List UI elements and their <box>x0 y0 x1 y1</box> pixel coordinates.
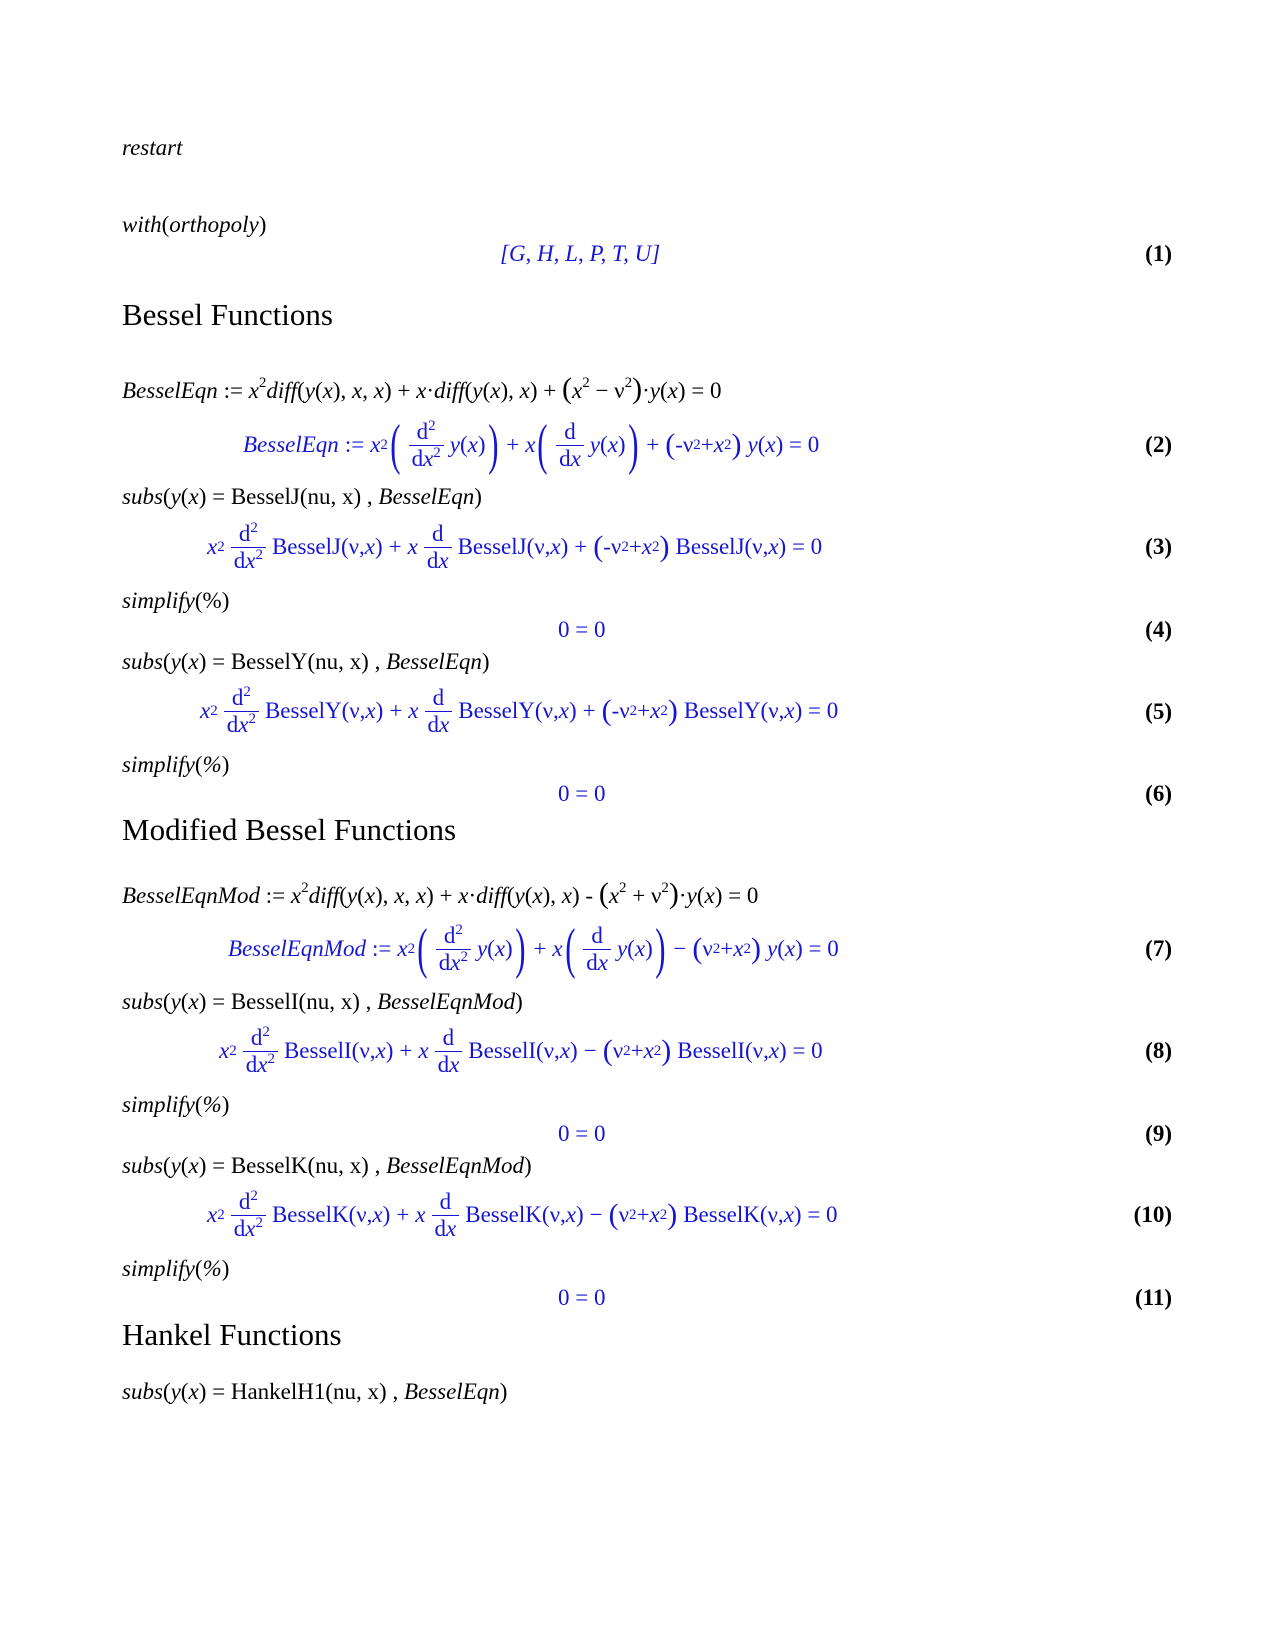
input-simplify-3[interactable]: simplify(%) <box>122 1092 230 1117</box>
equation-label-2: (2) <box>1145 432 1172 457</box>
equation-label-9: (9) <box>1145 1121 1172 1146</box>
output-zero-eq-9: 0 = 0 <box>558 1121 606 1146</box>
second-derivative-operator: $\frac{d^2}{dx^2}$ <box>409 419 444 472</box>
section-heading-hankel: Hankel Functions <box>122 1317 342 1352</box>
equation-label-1: (1) <box>1145 241 1172 266</box>
input-subs-besselj[interactable]: subs(y(x) = BesselJ(nu, x) , BesselEqn) <box>122 484 482 509</box>
output-besselj-substituted: x 2 $\frac{d^2}{dx^2}$ BesselJ (ν, x ) + x $\frac{d}{dx}$ BesselJ (ν, x ) + ( -ν 2 + x 2 ) BesselJ (ν, x ) = 0 <box>207 519 823 573</box>
subs-target: BesselEqn <box>378 484 475 509</box>
subs-value: BesselJ(nu, x) <box>230 484 362 509</box>
equation-label-4: (4) <box>1145 617 1172 642</box>
input-with-orthopoly[interactable]: with(orthopoly) <box>122 212 267 237</box>
section-heading-bessel: Bessel Functions <box>122 297 333 332</box>
equation-label-5: (5) <box>1145 699 1172 724</box>
input-simplify-1[interactable]: simplify(%) <box>122 588 230 613</box>
output-zero-eq-11: 0 = 0 <box>558 1285 606 1310</box>
with-argument: orthopoly <box>169 212 259 237</box>
input-simplify-4[interactable]: simplify(%) <box>122 1256 230 1281</box>
bessel-eqn-output-name: BesselEqn <box>243 432 339 457</box>
input-simplify-2[interactable]: simplify(%) <box>122 752 230 777</box>
input-subs-besseli[interactable]: subs(y(x) = BesselI(nu, x) , BesselEqnMod) <box>122 989 523 1014</box>
subs-function-name: subs <box>122 484 163 509</box>
equation-label-3: (3) <box>1145 534 1172 559</box>
output-zero-eq-6: 0 = 0 <box>558 781 606 806</box>
input-subs-bessely[interactable]: subs(y(x) = BesselY(nu, x) , BesselEqn) <box>122 649 490 674</box>
equation-label-10: (10) <box>1133 1202 1172 1227</box>
equation-label-7: (7) <box>1145 936 1172 961</box>
input-subs-besselk[interactable]: subs(y(x) = BesselK(nu, x) , BesselEqnMod) <box>122 1153 532 1178</box>
equation-label-6: (6) <box>1145 781 1172 806</box>
with-function-name: with <box>122 212 162 237</box>
diff-keyword: diff <box>266 378 298 403</box>
bessel-eqn-name: BesselEqn <box>122 378 218 403</box>
output-besselk-substituted: x 2 $\frac{d^2}{dx^2}$ BesselK (ν, x ) + x $\frac{d}{dx}$ BesselK (ν, x ) − ( ν 2 + x 2 ) BesselK (ν, x ) = 0 <box>207 1187 838 1241</box>
first-derivative-operator: $\frac{d}{dx}$ <box>556 419 584 472</box>
output-bessel-eqn: BesselEqn := x 2 ( $\frac{d^2}{dx^2}$ y ( x ) ) + x ( $\frac{d}{dx}$ y ( x ) ) + ( -ν 2 + x 2 ) y ( x ) = 0 <box>243 414 820 476</box>
output-besseli-substituted: x 2 $\frac{d^2}{dx^2}$ BesselI (ν, x ) + x $\frac{d}{dx}$ BesselI (ν, x ) − ( ν 2 + x 2 ) BesselI (ν, x ) = 0 <box>219 1023 823 1077</box>
input-bessel-eqn-definition[interactable]: BesselEqn := $x^2diff(y(x)$, x, x) + x·diff(y(x), $x) + (x^2 - \nu^2)\cdot y(x) = 0$ <box>122 372 722 405</box>
output-zero-eq-4: 0 = 0 <box>558 617 606 642</box>
input-subs-hankelh1[interactable]: subs(y(x) = HankelH1(nu, x) , BesselEqn) <box>122 1379 508 1404</box>
equation-label-8: (8) <box>1145 1038 1172 1063</box>
bessel-eqn-mod-name: BesselEqnMod <box>122 883 260 908</box>
equation-label-11: (11) <box>1134 1285 1172 1310</box>
output-orthopoly-list <box>500 239 660 269</box>
section-heading-modified: Modified Bessel Functions <box>122 812 457 847</box>
output-bessely-substituted: x 2 $\frac{d^2}{dx^2}$ BesselY (ν, x ) + x $\frac{d}{dx}$ BesselY (ν, x ) + ( -ν 2 + x 2 ) BesselY (ν, x ) = 0 <box>200 683 839 737</box>
assign-operator: := <box>223 378 243 403</box>
input-bessel-eqn-mod-definition[interactable]: BesselEqnMod := $x^2diff(y(x)$, x, x) + x·diff(y(x), $x) - (x^2 + \nu^2)\cdot y(x) = 0$ <box>122 877 759 910</box>
input-restart[interactable]: restart <box>122 135 183 160</box>
orthopoly-list-text: [G, H, L, P, T, U] <box>500 241 661 266</box>
output-bessel-eqn-mod: BesselEqnMod := x 2 ( $\frac{d^2}{dx^2}$ y ( x ) ) + x ( $\frac{d}{dx}$ y ( x ) ) − ( ν 2 + x 2 ) y ( x ) = 0 <box>228 918 839 980</box>
